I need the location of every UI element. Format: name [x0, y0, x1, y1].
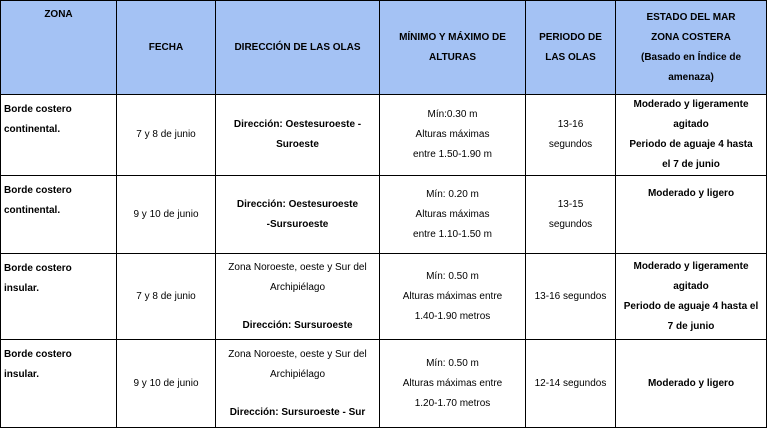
estado-cell: Moderado y ligero: [616, 340, 767, 428]
fecha-cell: 9 y 10 de junio: [117, 340, 216, 428]
header-periodo: PERIODO DE LAS OLAS: [526, 1, 616, 95]
fecha-cell: 7 y 8 de junio: [117, 254, 216, 340]
direccion-cell: Dirección: Oestesuroeste - Suroeste: [216, 95, 380, 176]
fecha-cell: 7 y 8 de junio: [117, 95, 216, 176]
alturas-cell: Mín: 0.50 m Alturas máximas entre 1.20-1.70 metros: [380, 340, 526, 428]
header-zona: ZONA: [1, 1, 117, 95]
table-row: [1, 95, 767, 176]
header-row: [1, 1, 767, 95]
header-direccion: DIRECCIÓN DE LAS OLAS: [216, 1, 380, 95]
direccion-cell: Zona Noroeste, oeste y Sur del Archipiélago Dirección: Sursuroeste: [216, 254, 380, 340]
zona-cell: Borde costero continental.: [1, 176, 117, 254]
header-fecha: FECHA: [117, 1, 216, 95]
zona-cell: Borde costero continental.: [1, 95, 117, 176]
alturas-cell: Mín: 0.50 m Alturas máximas entre 1.40-1.90 metros: [380, 254, 526, 340]
periodo-cell: 12-14 segundos: [526, 340, 616, 428]
table-row: [1, 340, 767, 428]
estado-cell: Moderado y ligeramente agitado Periodo de aguaje 4 hasta el 7 de junio: [616, 254, 767, 340]
direccion-cell: Zona Noroeste, oeste y Sur del Archipiélago Dirección: Sursuroeste - Sur: [216, 340, 380, 428]
direccion-cell: Dirección: Oestesuroeste -Sursuroeste: [216, 176, 380, 254]
periodo-cell: 13-16 segundos: [526, 95, 616, 176]
estado-cell: Moderado y ligeramente agitado Periodo de aguaje 4 hasta el 7 de junio: [616, 95, 767, 176]
table-row: [1, 254, 767, 340]
header-alturas: MÍNIMO Y MÁXIMO DE ALTURAS: [380, 1, 526, 95]
estado-cell: Moderado y ligero: [616, 176, 767, 254]
periodo-cell: 13-16 segundos: [526, 254, 616, 340]
periodo-cell: 13-15 segundos: [526, 176, 616, 254]
fecha-cell: 9 y 10 de junio: [117, 176, 216, 254]
header-estado: ESTADO DEL MAR ZONA COSTERA (Basado en Índice de amenaza): [616, 1, 767, 95]
zona-cell: Borde costero insular.: [1, 340, 117, 428]
zona-cell: Borde costero insular.: [1, 254, 117, 340]
alturas-cell: Mín: 0.20 m Alturas máximas entre 1.10-1.50 m: [380, 176, 526, 254]
table-row: [1, 176, 767, 254]
alturas-cell: Mín:0.30 m Alturas máximas entre 1.50-1.90 m: [380, 95, 526, 176]
